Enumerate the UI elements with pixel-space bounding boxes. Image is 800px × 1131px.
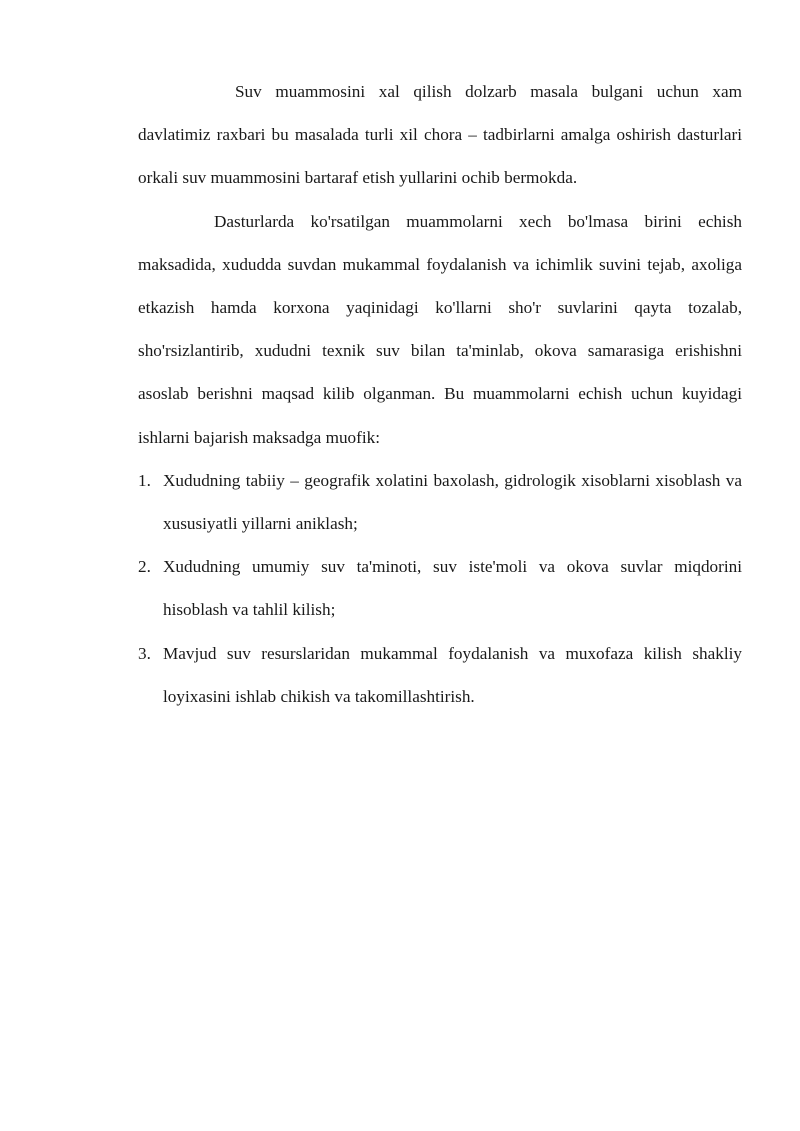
list-item xyxy=(138,545,742,631)
list-item xyxy=(138,459,742,545)
list-item-number: 3. xyxy=(138,643,151,663)
paragraph-goals: Dasturlarda ko'rsatilgan muammolarni xech bo'lmasa birini echish maksadida, xududda suvdan mukammal foydalanish va ichimlik suvini tejab, axoliga etkazish hamda korxona yaqinidagi ko'llarni sho'r suvlarini qayta tozalab, sho'rsizlantirib, xududni texnik suv bilan ta'minlab, okova samarasiga erishishni asoslab berishni maqsad kilib olganman. Bu muammolarni echish uchun kuyidagi ishlarni bajarish maksadga muofik: xyxy=(138,211,742,447)
list-item xyxy=(138,632,742,718)
list-item-number: 1. xyxy=(138,470,151,490)
list-item-number: 2. xyxy=(138,557,151,577)
document-body xyxy=(138,70,742,718)
list-item-text: Xududning tabiiy – geografik xolatini baxolash, gidrologik xisoblarni xisoblash va xususiyatli yillarni aniklash; xyxy=(163,470,742,534)
list-item-text: Xududning umumiy suv ta'minoti, suv iste'moli va okova suvlar miqdorini hisoblash va tahlil kilish; xyxy=(163,557,742,620)
list-item-text: Mavjud suv resurslaridan mukammal foydalanish va muxofaza kilish shakliy loyixasini ishlab chikish va takomillashtirish. xyxy=(163,643,742,706)
task-list xyxy=(138,459,742,718)
paragraph-intro: Suv muammosini xal qilish dolzarb masala bulgani uchun xam davlatimiz raxbari bu masalada turli xil chora – tadbirlarni amalga oshirish dasturlari orkali suv muammosini bartaraf etish yullarini ochib bermokda. xyxy=(138,82,742,188)
